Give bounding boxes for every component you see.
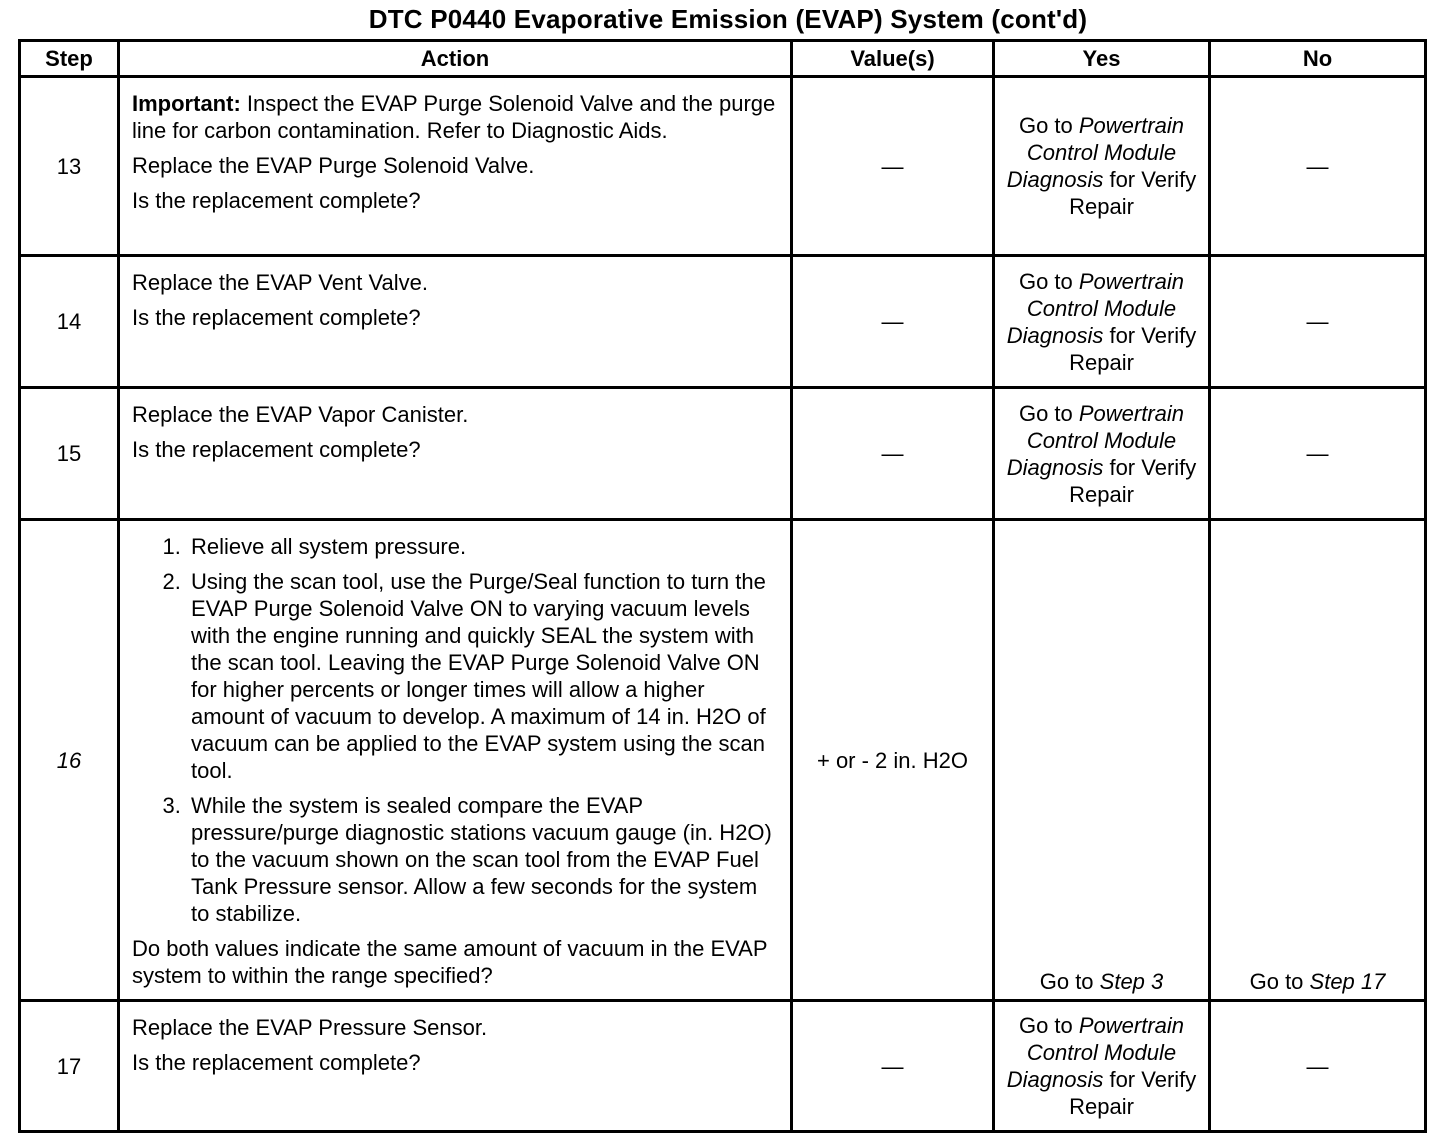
yes-reference-link[interactable]: Powertrain Control Module Diagnosis (1006, 400, 1185, 480)
important-note (132, 90, 780, 144)
action-line: Replace the EVAP Pressure Sensor. (132, 1015, 488, 1040)
list-item: 1. Relieve all system pressure. (187, 533, 780, 560)
header-no: No (1210, 41, 1426, 77)
yes-go: Go to (1018, 113, 1079, 138)
no-go: Go to (1249, 969, 1310, 994)
yes-step-link[interactable]: Step 3 (1099, 969, 1164, 994)
action-line: Replace the EVAP Vent Valve. (132, 270, 428, 295)
yes-reference-link[interactable]: Powertrain Control Module Diagnosis (1006, 268, 1185, 348)
yes-go: Go to (1018, 400, 1079, 426)
yes-cell (994, 77, 1210, 256)
step-number: 15 (20, 388, 119, 520)
yes-tail: for Verify Repair (1069, 1067, 1197, 1119)
step-number: 14 (20, 256, 119, 388)
value-cell: — (792, 77, 994, 256)
no-cell: — (1210, 388, 1426, 520)
no-cell: — (1210, 1001, 1426, 1132)
yes-tail: for Verify Repair (1069, 167, 1197, 219)
yes-cell (994, 388, 1210, 520)
table-row (20, 256, 1426, 388)
action-question: Is the replacement complete? (132, 1050, 421, 1075)
yes-cell (994, 1001, 1210, 1132)
no-step-link[interactable]: Step 17 (1309, 969, 1386, 994)
no-cell: — (1210, 256, 1426, 388)
table-row (20, 520, 1426, 1001)
yes-go: Go to (1018, 268, 1079, 294)
table-row (20, 77, 1426, 256)
action-question: Is the replacement complete? (132, 437, 421, 462)
header-values: Value(s) (792, 41, 994, 77)
yes-tail: for Verify Repair (1069, 454, 1197, 507)
table-header-row (20, 41, 1426, 77)
action-cell (119, 388, 792, 520)
list-item: 2. Using the scan tool, use the Purge/Seal function to turn the EVAP Purge Solenoid Valve ON to varying vacuum levels with the engine running and quickly SEAL the system with the scan tool. Leaving the EVAP Purge Solenoid Valve ON for higher percents or longer times will allow a higher amount of vacuum to develop. A maximum of 14 in. H2O of vacuum can be applied to the EVAP system using the scan tool. (187, 568, 780, 784)
action-cell (119, 520, 792, 1001)
diagnostic-table (18, 39, 1427, 1133)
header-yes: Yes (994, 41, 1210, 77)
list-item: 3. While the system is sealed compare the EVAP pressure/purge diagnostic stations vacuum gauge (in. H2O) to the vacuum shown on the scan tool from the EVAP Fuel Tank Pressure sensor. Allow a few seconds for the system to stabilize. (187, 792, 780, 927)
yes-reference-link[interactable]: Powertrain Control Module Diagnosis (1006, 1013, 1185, 1092)
step-number: 17 (20, 1001, 119, 1132)
yes-cell (994, 256, 1210, 388)
yes-reference-link[interactable]: Powertrain Control Module Diagnosis (1006, 113, 1185, 192)
action-cell (119, 1001, 792, 1132)
no-cell: — (1210, 77, 1426, 256)
yes-tail: for Verify Repair (1069, 322, 1197, 375)
header-step: Step (20, 41, 119, 77)
value-cell: — (792, 1001, 994, 1132)
action-question: Is the replacement complete? (132, 188, 421, 213)
value-cell: — (792, 388, 994, 520)
step-number: 16 (20, 520, 119, 1001)
important-label: Important: (132, 91, 241, 116)
important-text: Inspect the EVAP Purge Solenoid Valve and the purge line for carbon contamination. Refer to Diagnostic Aids. (132, 91, 776, 143)
page-title: DTC P0440 Evaporative Emission (EVAP) System (cont'd) (368, 4, 1088, 34)
no-cell (1210, 520, 1426, 1001)
value-cell: + or - 2 in. H2O (792, 520, 994, 1001)
header-action: Action (119, 41, 792, 77)
table-row (20, 1001, 1426, 1132)
yes-go: Go to (1039, 969, 1100, 994)
yes-cell (994, 520, 1210, 1001)
yes-go: Go to (1018, 1013, 1079, 1038)
action-line: Replace the EVAP Purge Solenoid Valve. (132, 153, 535, 178)
procedure-list (132, 533, 780, 927)
action-cell (119, 77, 792, 256)
action-cell (119, 256, 792, 388)
value-cell: — (792, 256, 994, 388)
action-line: Replace the EVAP Vapor Canister. (132, 402, 469, 427)
action-question: Do both values indicate the same amount of vacuum in the EVAP system to within the range specified? (132, 936, 768, 988)
table-row (20, 388, 1426, 520)
step-number: 13 (20, 77, 119, 256)
action-question: Is the replacement complete? (132, 305, 421, 330)
